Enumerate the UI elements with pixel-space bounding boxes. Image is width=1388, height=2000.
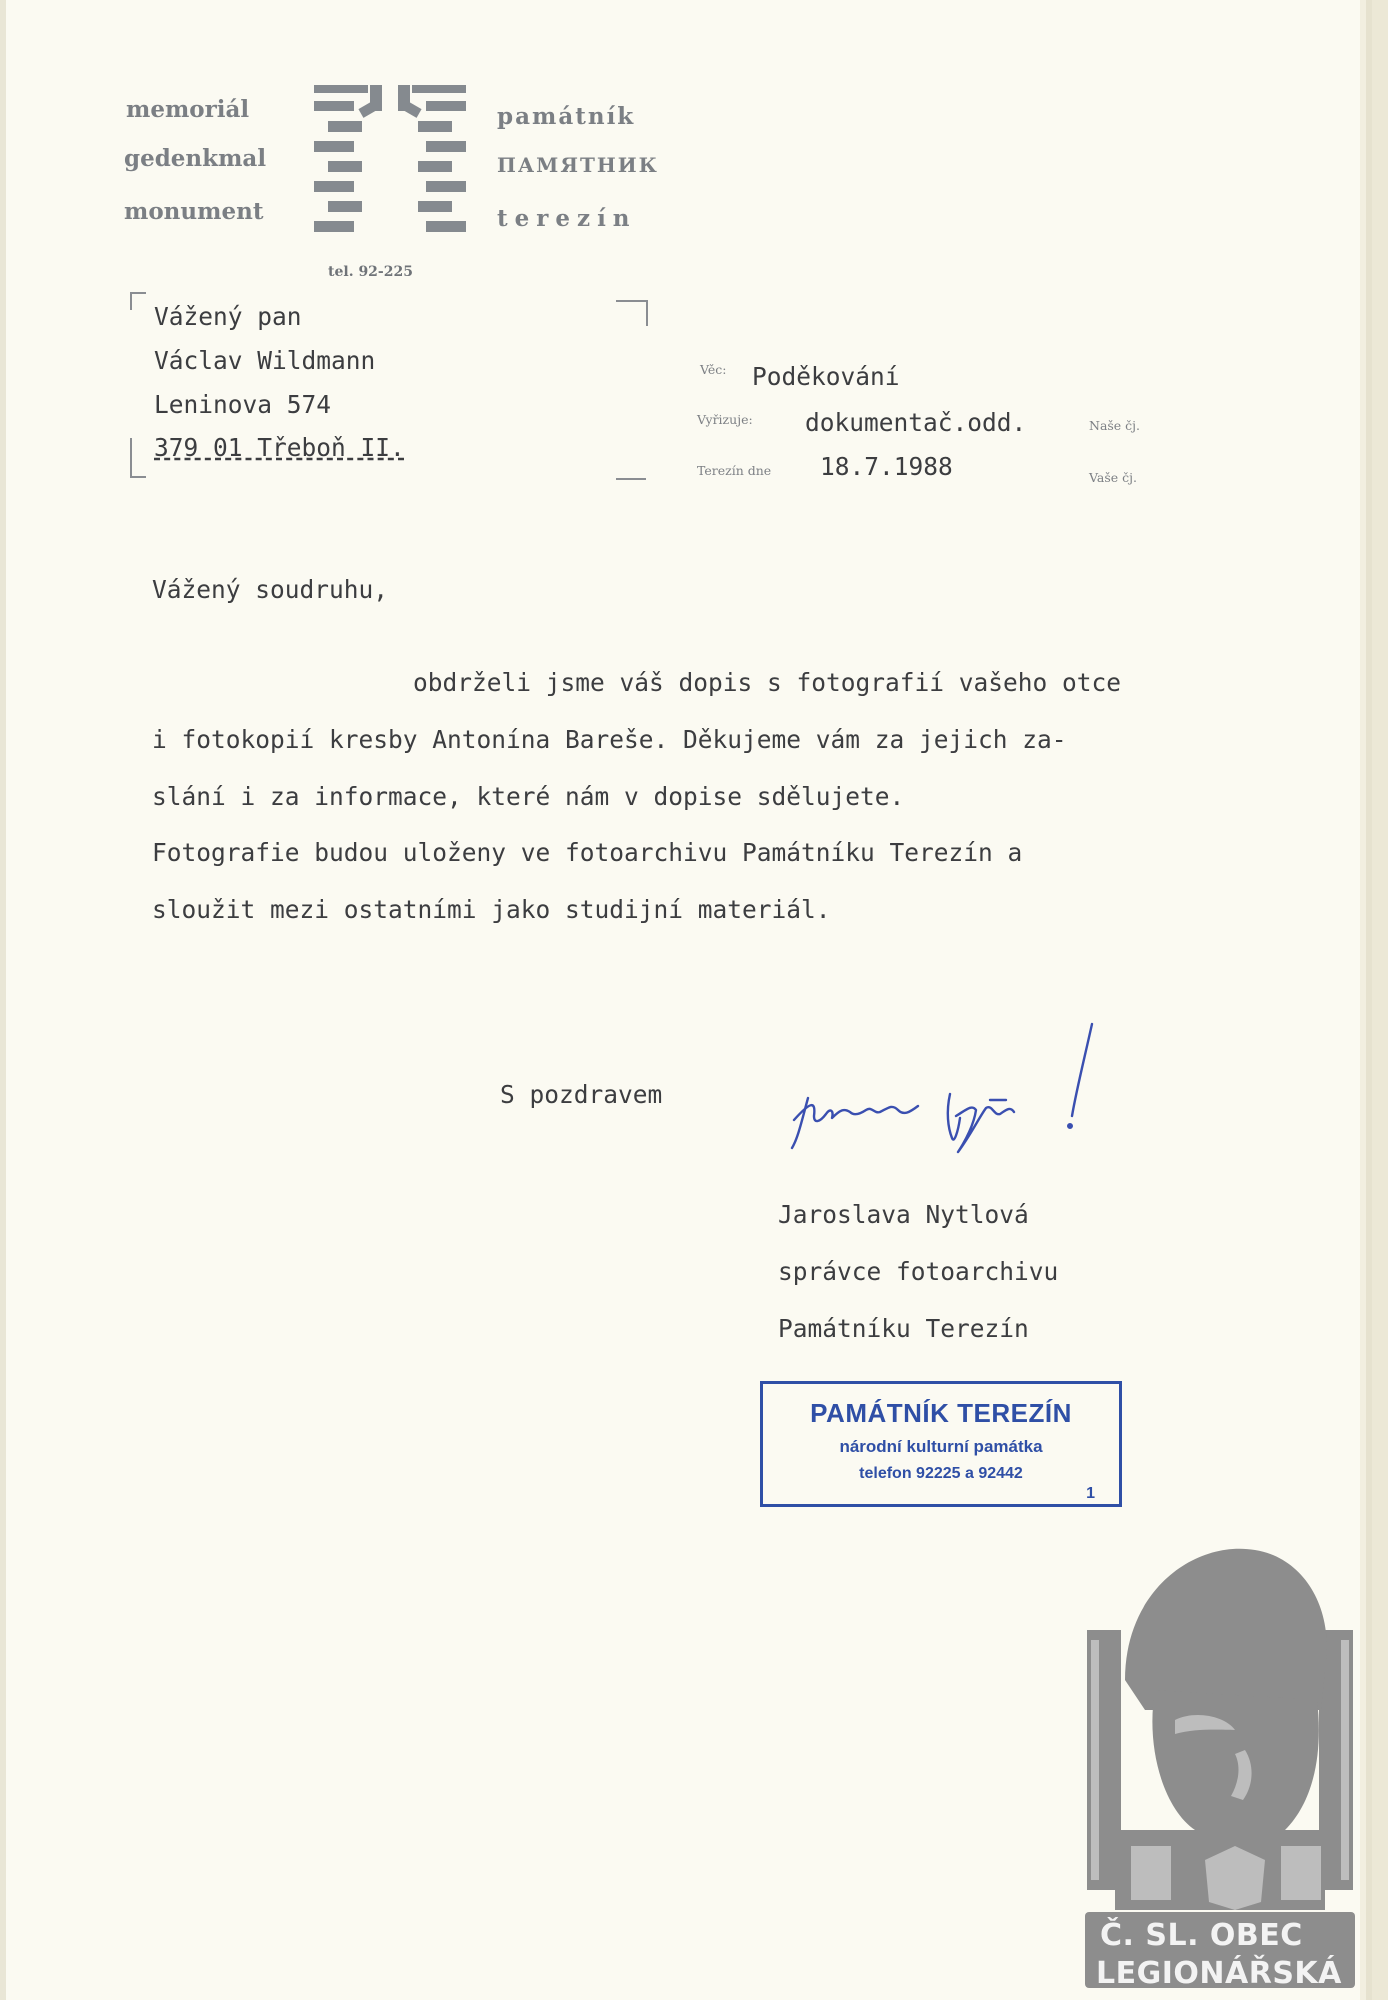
letterhead-phone: tel. 92-225 — [328, 264, 413, 280]
date-value: 18.7.1988 — [820, 452, 953, 481]
body-line-1: obdrželi jsme váš dopis s fotografií vašeho otce — [413, 668, 1122, 697]
signer-title: správce fotoarchivu — [778, 1257, 1059, 1286]
memorial-logo-icon — [300, 85, 480, 239]
watermark-line-1: Č. SL. OBEC — [1100, 1918, 1303, 1953]
recipient-line-1: Vážený pan — [154, 302, 302, 331]
our-ref-label: Naše čj. — [1089, 418, 1141, 433]
address-corner-top-right — [616, 300, 648, 326]
letterhead-word-terezin: terezín — [497, 205, 637, 232]
handwritten-signature — [780, 1020, 1100, 1170]
signer-institution: Památníku Terezín — [778, 1314, 1029, 1343]
stamp-subtitle: národní kulturní památka — [839, 1437, 1043, 1456]
salutation: Vážený soudruhu, — [152, 575, 389, 604]
subject-value: Poděkování — [752, 362, 900, 391]
letterhead-word-memorial: memoriál — [126, 96, 250, 123]
letterhead-word-pamatnik: památník — [497, 103, 636, 130]
recipient-line-4: 379 01 Třeboň II. — [154, 433, 405, 462]
stamp-title: PAMÁTNÍK TEREZÍN — [810, 1398, 1072, 1428]
address-corner-top-left — [130, 292, 146, 310]
handled-by-label: Vyřizuje: — [697, 412, 753, 427]
watermark-line-2: LEGIONÁŘSKÁ — [1096, 1956, 1342, 1991]
letterhead-word-monument: monument — [124, 198, 264, 225]
subject-label: Věc: — [700, 362, 727, 377]
handled-by-value: dokumentač.odd. — [805, 408, 1027, 437]
closing: S pozdravem — [500, 1080, 663, 1109]
recipient-line-3: Leninova 574 — [154, 390, 332, 419]
institution-stamp — [760, 1381, 1122, 1507]
address-corner-bottom-left — [130, 438, 146, 478]
letterhead-word-gedenkmal: gedenkmal — [124, 145, 267, 172]
body-line-2: i fotokopií kresby Antonína Bareše. Děkujeme vám za jejich za- — [152, 725, 1067, 754]
paper-edge — [0, 0, 6, 2000]
body-line-5: sloužit mezi ostatními jako studijní materiál. — [152, 895, 831, 924]
your-ref-label: Vaše čj. — [1089, 470, 1137, 485]
stamp-phone: telefon 92225 a 92442 — [859, 1465, 1023, 1482]
body-line-4: Fotografie budou uloženy ve fotoarchivu Památníku Terezín a — [152, 838, 1023, 867]
date-label: Terezín dne — [697, 463, 772, 478]
address-corner-bottom-right — [616, 476, 646, 480]
recipient-line-2: Václav Wildmann — [154, 346, 376, 375]
body-line-3: slání i za informace, které nám v dopise sdělujete. — [152, 782, 905, 811]
signer-name: Jaroslava Nytlová — [778, 1200, 1029, 1229]
stamp-number: 1 — [1086, 1485, 1095, 1502]
letterhead-word-pamyatnik-cyrillic: ПАМЯТНИК — [497, 153, 659, 177]
